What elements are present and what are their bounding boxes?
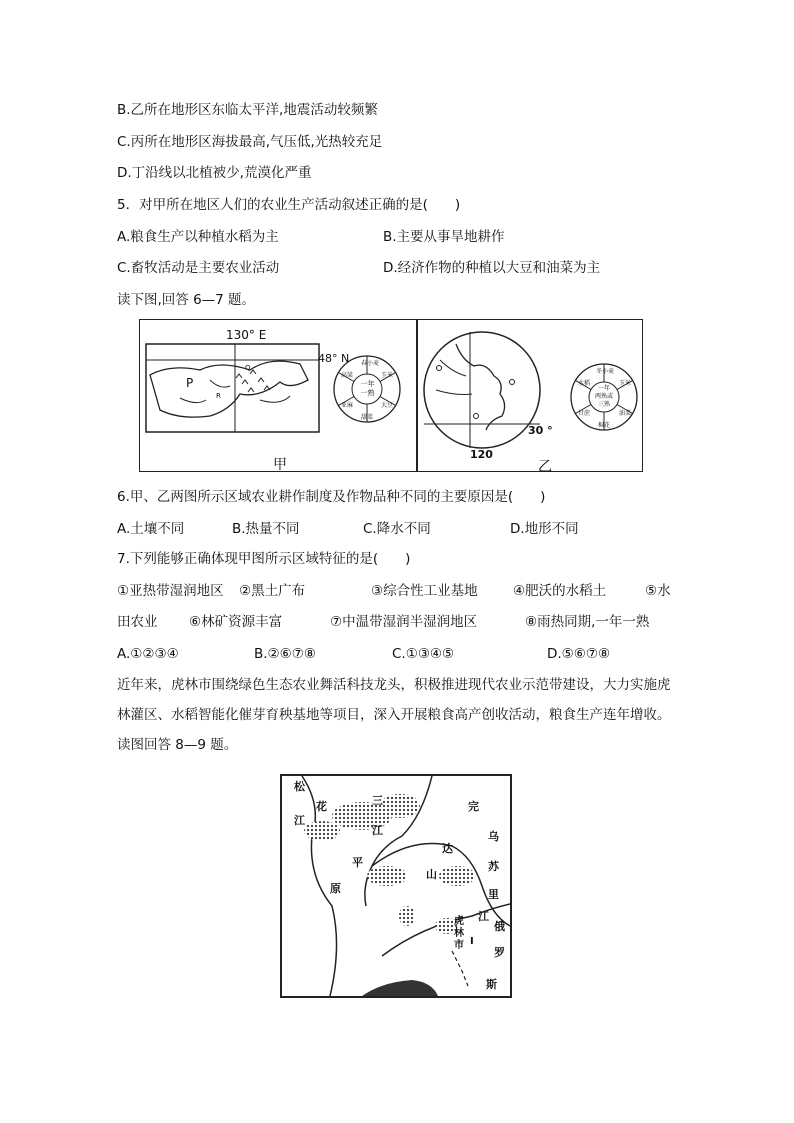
jia-coastline [150,361,308,417]
label-shan: 山 [426,868,437,881]
yi-city-2 [510,380,515,385]
q7-item-6: ⑥林矿资源丰富 [189,614,283,630]
label-lin: 林 [454,928,464,939]
q7-item-5: ⑤水 [645,583,671,599]
label-luo: 罗 [494,946,505,959]
label-ping: 平 [352,856,363,869]
jia-label-r: R [216,392,221,400]
label-yuan: 原 [330,882,341,895]
option-4b: B.乙所在地形区东临太平洋,地震活动较频繁 [117,102,378,118]
option-6b: B.热量不同 [232,521,300,537]
yi-wheel-center: 一年 两熟或 三熟 [594,385,613,408]
yi-map-circle [424,332,540,448]
yi-latitude-label: 30 ° [528,424,553,437]
farmland-5 [439,866,475,886]
jia-mountains [236,370,270,392]
jia-wheel-center: 一年 一熟 [360,380,375,397]
yi-sector-4: 棉花 [598,422,611,429]
option-6c: C.降水不同 [363,521,431,537]
q7-item-7: ⑦中温带湿润半湿润地区 [330,614,478,630]
label-wu: 乌 [488,830,499,843]
q7-item-4: ④肥沃的水稻土 [513,583,607,599]
label-san: 三 [372,794,383,807]
label-da: 达 [442,842,453,855]
q7-item-1: ①亚热带湿润地区 [117,583,224,599]
jia-map-frame [146,344,319,432]
jia-sector-5: 亚麻 [341,402,354,409]
question-5-stem: 5．对甲所在地区人们的农业生产活动叙述正确的是( ) [117,197,461,213]
farmland-2 [380,794,420,818]
jia-sector-6: 高粱 [341,372,354,379]
label-jiang-2: 江 [372,824,383,837]
farmland-4 [367,866,407,886]
option-6d: D.地形不同 [510,521,579,537]
farmland-6 [399,906,415,926]
yi-longitude-label: 120 [470,448,493,461]
jia-latitude-label: 48° N [318,352,350,365]
figure-hulin-map [280,774,512,998]
yi-sector-6: 水稻 [578,380,591,387]
option-7a: A.①②③④ [117,646,179,662]
label-li: 里 [488,888,499,901]
option-4c: C.丙所在地形区海拔最高,气压低,光热较充足 [117,134,383,150]
q7-item-5-cont: 田农业 [117,614,158,630]
label-si: 斯 [486,978,497,991]
yi-city-3 [474,414,479,419]
yi-coastline [456,344,505,430]
jia-longitude-label: 130° E [226,328,267,342]
yi-sector-1: 冬小麦 [596,368,615,375]
yi-sector-5: 甘蔗 [578,410,591,417]
jia-sector-3: 大豆 [381,402,394,409]
option-4d: D.丁沿线以北植被少,荒漠化严重 [117,165,312,181]
option-5b: B.主要从事旱地耕作 [383,229,505,245]
question-6-stem: 6.甲、乙两图所示区域农业耕作制度及作物品种不同的主要原因是( ) [117,489,546,505]
jia-label-p: P [186,376,194,390]
option-5c: C.畜牧活动是主要农业活动 [117,260,280,276]
q7-item-2: ②黑土广布 [239,583,306,599]
label-hua: 花 [316,800,327,813]
label-i: I [470,936,474,947]
yi-rivers [436,360,472,395]
label-su: 苏 [488,860,499,873]
intro-6-7: 读下图,回答 6—7 题。 [117,292,256,308]
label-wan: 完 [468,800,479,813]
option-5d: D.经济作物的种植以大豆和油菜为主 [383,260,601,276]
option-7b: B.②⑥⑦⑧ [254,646,316,662]
yi-sector-3: 油菜 [619,410,632,417]
lake [362,980,438,996]
yi-caption: 乙 [538,459,552,475]
label-shi: 市 [454,940,464,951]
label-hu: 虎 [454,916,464,927]
passage-8-9: 近年来，虎林市围绕绿色生态农业舞活科技龙头，积极推进现代农业示范带建设，大力实施虎林灌区、水稻智能化催芽育秧基地等项目，深入开展粮食高产创收活动，粮食生产连年增收。读图回答 8—9 题。 [117,677,671,753]
farmland-3 [304,821,340,841]
option-7d: D.⑤⑥⑦⑧ [547,646,611,662]
jia-sector-2: 玉米 [381,372,394,379]
label-jiang-3: 江 [478,910,489,923]
figure-jia-yi [139,319,643,475]
jia-sector-4: 甜菜 [361,414,374,421]
q7-item-8: ⑧雨热同期,一年一熟 [525,614,650,630]
option-5a: A.粮食生产以种植水稻为主 [117,229,279,245]
q7-item-3: ③综合性工业基地 [371,583,478,599]
yi-city-1 [437,366,442,371]
yi-sector-2: 玉米 [619,380,632,387]
jia-sector-1: 春小麦 [361,360,380,367]
jia-caption: 甲 [273,457,287,473]
label-song: 松 [294,780,305,793]
option-7c: C.①③④⑤ [392,646,455,662]
jia-label-q: Q [245,364,251,372]
option-6a: A.土壤不同 [117,521,185,537]
border-line [452,951,468,986]
label-jiang-1: 江 [294,814,305,827]
question-7-stem: 7.下列能够正确体现甲图所示区域特征的是( ) [117,551,411,567]
label-e: 俄 [494,920,505,933]
